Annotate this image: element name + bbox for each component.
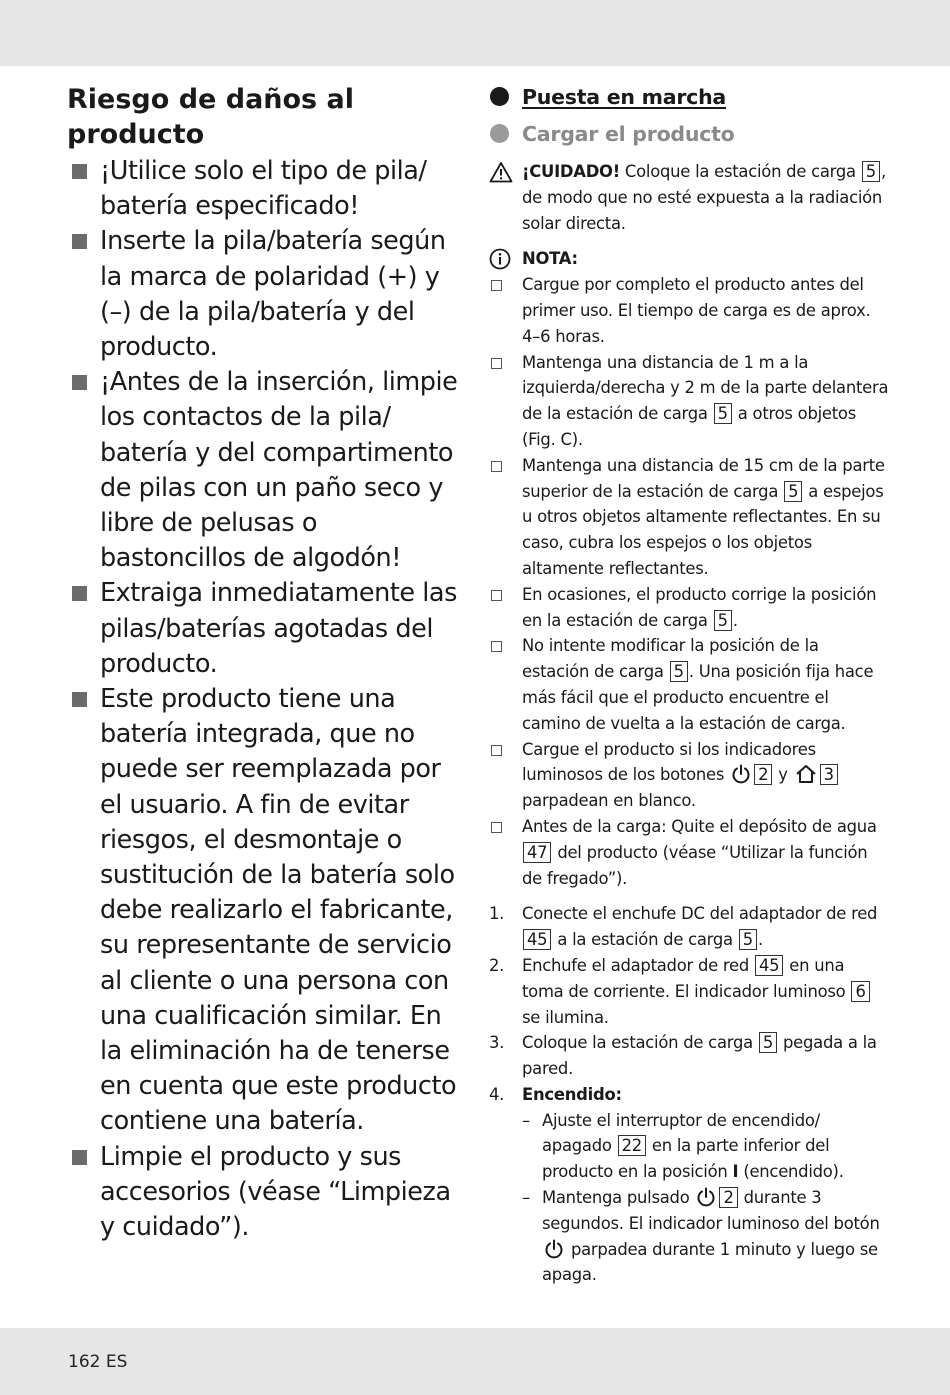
header-bar bbox=[0, 0, 950, 66]
step-item: 2. Enchufe el adaptador de red 45 en una toma de corriente. El indicador luminoso 6 se ilumina. bbox=[489, 953, 889, 1030]
substep-item: – Mantenga pulsado 2 durante 3 segundos. El indicador luminoso del botón parpadea durante 1 minuto y luego se apaga. bbox=[522, 1188, 880, 1285]
list-item: Mantenga una distancia de 15 cm de la parte superior de la estación de carga 5 a espejos u otros objetos altamente reflectantes. En su caso, cubra los espejos o los objetos altamente reflectantes. bbox=[489, 453, 889, 582]
ref-box: 22 bbox=[618, 1135, 646, 1156]
note-block: NOTA: bbox=[489, 246, 889, 272]
substep-item: – Ajuste el interruptor de encendido/ apagado 22 en la parte inferior del producto en la posición I (encendido). bbox=[522, 1110, 844, 1182]
ref-box: 2 bbox=[754, 764, 772, 785]
home-icon bbox=[795, 764, 817, 784]
list-item: ¡Antes de la inserción, limpie los contactos de la pila/ batería y del compartimento de pilas con un paño seco y libre de pelusas o bastoncillos de algodón! bbox=[67, 365, 467, 576]
ref-box: 5 bbox=[759, 1032, 777, 1053]
step-item: 1. Conecte el enchufe DC del adaptador de red 45 a la estación de carga 5 . bbox=[489, 904, 878, 950]
subsection-cargar: Cargar el producto bbox=[489, 119, 889, 156]
ref-box: 6 bbox=[851, 981, 869, 1002]
list-item: En ocasiones, el producto corrige la posición en la estación de carga 5 . bbox=[489, 582, 889, 634]
ref-box: 5 bbox=[714, 403, 732, 424]
checkbox-bullet-icon bbox=[491, 822, 502, 833]
checkbox-bullet-icon bbox=[491, 280, 502, 291]
list-item: Cargue por completo el producto antes del primer uso. El tiempo de carga es de aprox. 4–6 horas. bbox=[489, 272, 889, 349]
square-bullet-icon bbox=[72, 164, 87, 179]
ref-box: 5 bbox=[670, 661, 688, 682]
ref-box: 3 bbox=[820, 764, 838, 785]
list-item: No intente modificar la posición de la estación de carga 5 . Una posición fija hace más fácil que el producto encuentre el camino de vuelta a la estación de carga. bbox=[489, 633, 889, 736]
checkbox-bullet-icon bbox=[491, 461, 502, 472]
warning-list bbox=[67, 154, 467, 1245]
square-bullet-icon bbox=[72, 375, 87, 390]
list-item: Antes de la carga: Quite el depósito de agua 47 del producto (véase “Utilizar la función de fregado”). bbox=[489, 814, 889, 891]
footer-bar bbox=[0, 1328, 950, 1395]
warning-triangle-icon bbox=[489, 161, 513, 183]
ref-box: 2 bbox=[719, 1187, 737, 1208]
info-icon bbox=[489, 248, 513, 270]
right-column bbox=[489, 82, 889, 1288]
steps-list bbox=[489, 901, 889, 1288]
caution-block: ¡CUIDADO! Coloque la estación de carga 5 , de modo que no esté expuesta a la radiación solar directa. bbox=[489, 159, 889, 236]
section-heading: Riesgo de daños al producto bbox=[67, 84, 355, 150]
list-item: Limpie el producto y sus accesorios (véase “Limpieza y cuidado”). bbox=[67, 1140, 467, 1246]
power-icon bbox=[544, 1239, 564, 1259]
page-number: 162 ES bbox=[68, 1352, 128, 1372]
ref-box: 45 bbox=[755, 955, 783, 976]
list-item: Inserte la pila/batería según la marca de polaridad (+) y (–) de la pila/batería y del producto. bbox=[67, 224, 467, 365]
power-icon bbox=[731, 764, 751, 784]
step-item: 4. Encendido: – Ajuste el interruptor de encendido/ apagado 22 en la parte inferior del producto en la posición I (encendido). – Mantenga pulsado 2 durante 3 segundos. El indicador luminoso del botón parpadea durante 1 minuto y luego se apaga. bbox=[489, 1082, 889, 1288]
ref-box: 5 bbox=[784, 481, 802, 502]
bullet-dot-icon bbox=[490, 124, 509, 143]
ref-box: 47 bbox=[523, 842, 551, 863]
checkbox-bullet-icon bbox=[491, 358, 502, 369]
list-item: Cargue el producto si los indicadores luminosos de los botones 2 y 3 parpadean en blanco. bbox=[489, 737, 889, 814]
ref-box: 5 bbox=[714, 610, 732, 631]
list-item: ¡Utilice solo el tipo de pila/ batería especificado! bbox=[67, 154, 467, 224]
bullet-dot-icon bbox=[490, 87, 509, 106]
square-bullet-icon bbox=[72, 586, 87, 601]
section-puesta-en-marcha: Puesta en marcha bbox=[489, 82, 889, 119]
left-column bbox=[67, 82, 467, 1245]
checkbox-bullet-icon bbox=[491, 590, 502, 601]
ref-box: 5 bbox=[739, 929, 757, 950]
square-bullet-icon bbox=[72, 692, 87, 707]
list-item: Extraiga inmediatamente las pilas/baterías agotadas del producto. bbox=[67, 576, 467, 682]
list-item: Este producto tiene una batería integrada, que no puede ser reemplazada por el usuario. A fin de evitar riesgos, el desmontaje o sustitución de la batería solo debe realizarlo el fabricante, su representante de servicio al cliente o una persona con una cualificación similar. En la eliminación ha de tenerse en cuenta que este producto contiene una batería. bbox=[67, 682, 467, 1140]
square-bullet-icon bbox=[72, 234, 87, 249]
power-icon bbox=[696, 1187, 716, 1207]
checkbox-bullet-icon bbox=[491, 641, 502, 652]
ref-box: 5 bbox=[862, 161, 880, 182]
step-item: 3. Coloque la estación de carga 5 pegada a la pared. bbox=[489, 1033, 877, 1079]
square-bullet-icon bbox=[72, 1150, 87, 1165]
substeps-list bbox=[522, 1108, 889, 1289]
checkbox-bullet-icon bbox=[491, 745, 502, 756]
note-checklist bbox=[489, 272, 889, 891]
ref-box: 45 bbox=[523, 929, 551, 950]
list-item: Mantenga una distancia de 1 m a la izquierda/derecha y 2 m de la parte delantera de la estación de carga 5 a otros objetos (Fig. C). bbox=[489, 350, 889, 453]
